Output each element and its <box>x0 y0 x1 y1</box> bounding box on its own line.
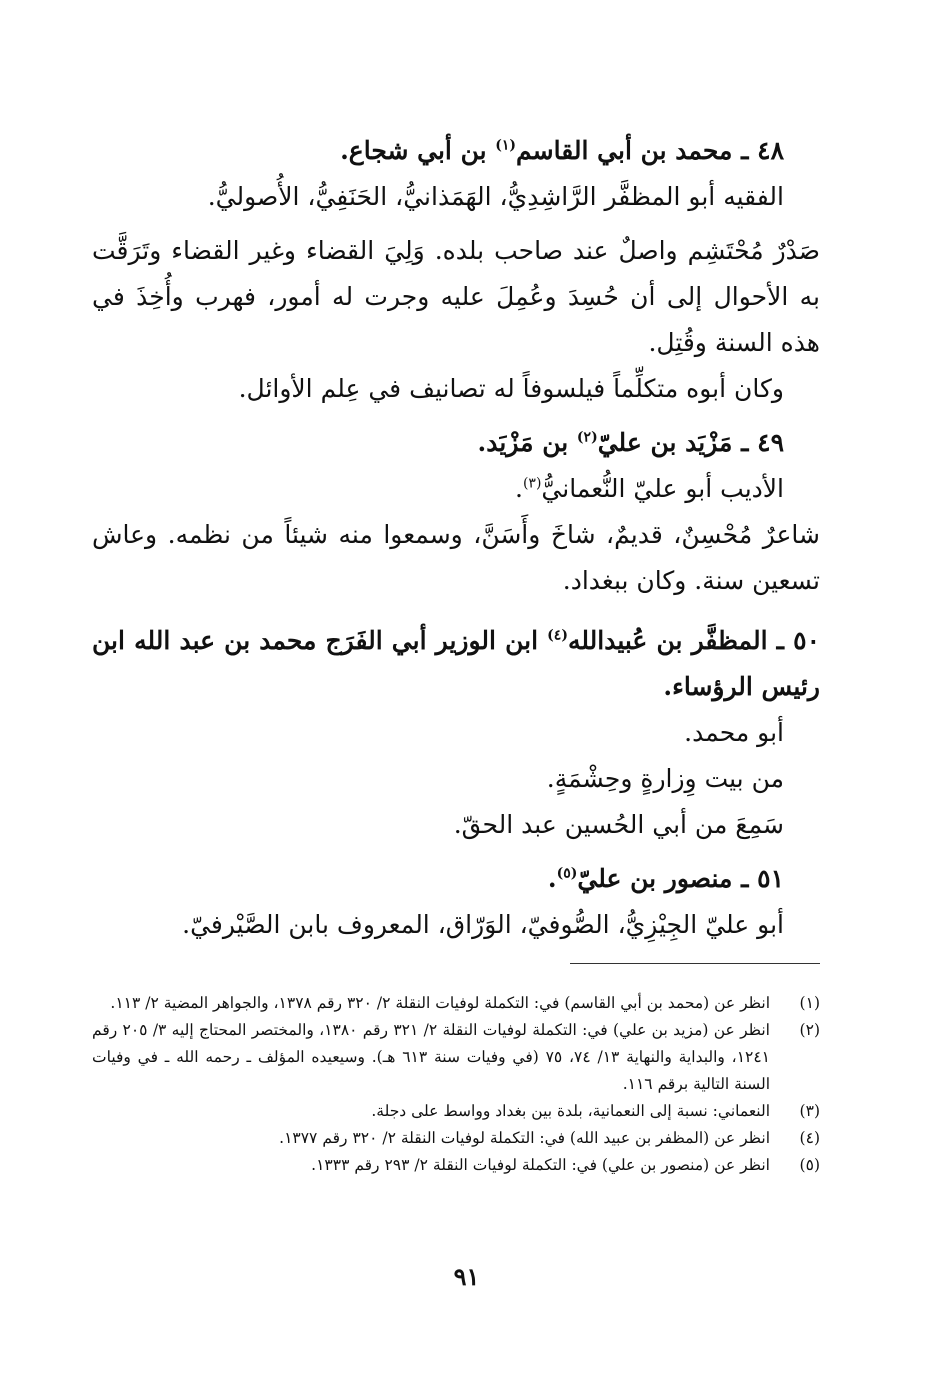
footnote-number: (٣) <box>799 1102 820 1120</box>
entry-50-kunya: أبو محمد. <box>684 718 784 747</box>
footnote-ref-2[interactable]: (٢) <box>576 429 598 446</box>
footnote-number: (٥) <box>799 1156 820 1174</box>
footnote-text: انظر عن (مزيد بن علي) في: التكملة لوفيات النقلة ٢/ ٣٢١ رقم ١٣٨٠، والمختصر المحتاج إليه ٣/ ٢٠٥ رقم ١٢٤١، والبداية والنهاية ١٣/ ٧٤، ٧٥ (في وفيات سنة ٦١٣ هـ). وسيعيده المؤلف ـ رحمه الله ـ في وفيات السنة التالية برقم ١١٦. <box>92 1021 770 1093</box>
entry-51-heading <box>92 856 820 902</box>
entry-48-heading-text: ٤٨ ـ محمد بن أبي القاسم <box>516 136 784 165</box>
entry-50-family: من بيت وِزارةٍ وحِشْمَةٍ. <box>546 764 784 793</box>
footnote-3 <box>92 1098 820 1125</box>
entry-49-heading-tail: بن مَزْيَد. <box>477 428 577 457</box>
entry-49-heading <box>92 420 820 466</box>
footnotes <box>92 990 820 1179</box>
footnote-number: (٤) <box>799 1129 820 1147</box>
footnote-text: انظر عن (منصور بن علي) في: التكملة لوفيات النقلة ٢/ ٢٩٣ رقم ١٣٣٣. <box>311 1156 770 1174</box>
page-number: ٩١ <box>453 1262 480 1291</box>
entry-48-biography: صَدْرٌ مُحْتَشِم واصلٌ عند صاحب بلده. وَلِيَ القضاء وغير القضاء وتَرَقَّت به الأحوال إلى أن حُسِدَ وعُمِلَ عليه وجرت له أمور، فهرب وأُخِذَ في هذه السنة وقُتِل. <box>92 236 820 357</box>
entry-48-father-note: وكان أبوه متكلِّماً فيلسوفاً له تصانيف في عِلم الأوائل. <box>238 374 784 403</box>
entry-50-heading-tail: ابن الوزير أبي الفَرَج محمد بن عبد الله ابن رئيس الرؤساء. <box>92 626 820 701</box>
entry-50-hearing: سَمِعَ من أبي الحُسين عبد الحقّ. <box>453 810 784 839</box>
footnote-number: (١) <box>799 994 820 1012</box>
entry-51-identity: أبو عليّ الجِيْزِيُّ، الصُّوفيّ، الوَرّاق، المعروف بابن الصَّيْرفيّ. <box>182 910 784 939</box>
entry-51-heading-text: ٥١ ـ منصور بن عليّ <box>577 864 784 893</box>
footnote-ref-5[interactable]: (٥) <box>556 865 578 882</box>
entry-50-heading <box>92 618 820 710</box>
footnote-4 <box>92 1125 820 1152</box>
entry-48-identity: الفقيه أبو المظفَّر الرَّاشِدِيُّ، الهَمَذانيُّ، الحَنَفِيُّ، الأُصوليُّ. <box>207 182 784 211</box>
footnote-number: (٢) <box>799 1021 820 1039</box>
footnote-ref-3[interactable]: (٣) <box>522 475 542 492</box>
footnote-5 <box>92 1152 820 1179</box>
entry-49-identity <box>92 466 820 512</box>
footnote-text: انظر عن (محمد بن أبي القاسم) في: التكملة لوفيات النقلة ٢/ ٣٢٠ رقم ١٣٧٨، والجواهر المضية ٢/ ١١٣. <box>110 994 770 1012</box>
main-text <box>92 128 820 948</box>
footnote-text: النعماني: نسبة إلى النعمانية، بلدة بين بغداد وواسط على دجلة. <box>371 1102 770 1120</box>
entry-51-heading-tail: . <box>547 864 557 893</box>
entry-49-biography: شاعرٌ مُحْسِنٌ، قديمٌ، شاخَ وأَسَنَّ، وسمعوا منه شيئاً من نظمه. وعاش تسعين سنة. وكان ببغداد. <box>92 520 820 595</box>
footnote-separator <box>570 963 820 964</box>
footnote-2 <box>92 1017 820 1098</box>
entry-49-identity-tail: . <box>515 474 523 503</box>
entry-48-heading-tail: بن أبي شجاع. <box>340 136 496 165</box>
footnote-text: انظر عن (المظفر بن عبيد الله) في: التكملة لوفيات النقلة ٢/ ٣٢٠ رقم ١٣٧٧. <box>279 1129 770 1147</box>
footnote-ref-4[interactable]: (٤) <box>547 627 568 644</box>
footnote-1 <box>92 990 820 1017</box>
entry-48-heading <box>92 128 820 174</box>
entry-49-identity-text: الأديب أبو عليّ النُّعمانيُّ <box>541 474 784 503</box>
footnote-ref-1[interactable]: (١) <box>495 137 517 154</box>
entry-49-heading-text: ٤٩ ـ مَزْيَد بن عليّ <box>597 428 784 457</box>
entry-50-heading-text: ٥٠ ـ المظفَّر بن عُبيدالله <box>567 626 820 655</box>
